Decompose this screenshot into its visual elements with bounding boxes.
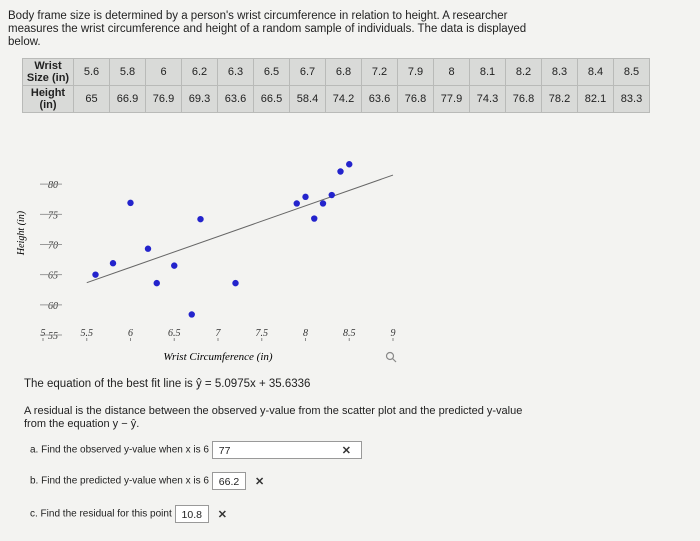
data-point — [329, 192, 335, 198]
question-b-label: b. Find the predicted y-value when x is 6 — [30, 475, 209, 487]
wrist-cell: 5.6 — [74, 59, 110, 86]
x-tick-label: 7.5 — [255, 328, 268, 339]
data-point — [110, 260, 116, 266]
question-c — [30, 505, 227, 523]
wrist-cell: 8.1 — [470, 59, 506, 86]
y-tick-label: 70 — [48, 240, 58, 252]
data-point — [311, 215, 317, 221]
data-point — [197, 216, 203, 222]
magnifier-icon[interactable] — [387, 353, 397, 363]
y-tick-label: 55 — [48, 331, 58, 342]
x-tick-label: 5 — [40, 328, 46, 339]
y-tick-label: 80 — [48, 180, 58, 192]
wrist-cell: 6 — [146, 59, 182, 86]
wrist-row — [23, 59, 650, 86]
height-cell: 66.5 — [254, 86, 290, 113]
close-icon[interactable]: ✕ — [341, 444, 351, 457]
answer-a-input[interactable]: 77 — [212, 441, 362, 459]
question-a — [30, 441, 354, 459]
question-a-label: a. Find the observed y-value when x is 6 — [30, 444, 209, 456]
question-c-label: c. Find the residual for this point — [30, 508, 172, 520]
wrist-cell: 6.8 — [326, 59, 362, 86]
data-point — [346, 161, 352, 167]
height-cell: 76.9 — [146, 86, 182, 113]
x-tick-label: 9 — [390, 328, 396, 339]
data-point — [337, 168, 343, 174]
y-tick-label: 75 — [48, 210, 58, 222]
height-cell: 76.8 — [398, 86, 434, 113]
wrist-cell: 8 — [434, 59, 470, 86]
height-cell: 58.4 — [290, 86, 326, 113]
y-tick-label: 60 — [48, 300, 58, 312]
height-cell: 82.1 — [578, 86, 614, 113]
height-cell: 74.3 — [470, 86, 506, 113]
data-points — [92, 161, 352, 318]
wrist-cell: 7.2 — [362, 59, 398, 86]
x-tick-label: 6 — [128, 328, 133, 339]
intro-text: Body frame size is determined by a person's wrist circumference in relation to height. A researcher measures the wrist circumference and height of a random sample of individuals. The data is displayed below. — [8, 10, 527, 48]
data-point — [189, 311, 195, 317]
x-tick-label: 5.5 — [80, 328, 93, 339]
equation-text: The equation of the best fit line is ŷ = 5.0975x + 35.6336 — [24, 378, 311, 390]
wrist-cell: 6.2 — [182, 59, 218, 86]
data-point — [294, 200, 300, 206]
data-point — [302, 194, 308, 200]
height-cell: 77.9 — [434, 86, 470, 113]
wrist-cell: 8.4 — [578, 59, 614, 86]
wrist-cell: 8.3 — [542, 59, 578, 86]
wrist-cell: 6.3 — [218, 59, 254, 86]
x-axis-label: Wrist Circumference (in) — [163, 351, 273, 363]
wrist-cell: 6.7 — [290, 59, 326, 86]
x-tick-label: 6.5 — [168, 328, 181, 339]
y-tick-label: 65 — [48, 270, 58, 282]
best-fit-line — [87, 175, 393, 283]
height-cell: 65 — [74, 86, 110, 113]
data-point — [127, 200, 133, 206]
height-cell: 69.3 — [182, 86, 218, 113]
data-table — [22, 58, 650, 113]
data-point — [232, 280, 238, 286]
row-label-wrist: Wrist Size (in) — [23, 59, 74, 86]
wrist-cell: 7.9 — [398, 59, 434, 86]
scatter-chart — [0, 140, 420, 375]
height-cell: 63.6 — [362, 86, 398, 113]
height-cell: 63.6 — [218, 86, 254, 113]
data-point — [154, 280, 160, 286]
answer-b-input[interactable]: 66.2 — [212, 472, 246, 490]
data-point — [145, 246, 151, 252]
close-icon[interactable]: ✕ — [217, 508, 227, 521]
x-tick-label: 7 — [215, 328, 221, 339]
data-point — [171, 262, 177, 268]
wrist-cell: 8.2 — [506, 59, 542, 86]
close-icon[interactable]: ✕ — [254, 475, 265, 488]
height-cell: 66.9 — [110, 86, 146, 113]
wrist-cell: 5.8 — [110, 59, 146, 86]
data-point — [92, 271, 98, 277]
axis-ticks — [40, 180, 396, 342]
height-cell: 74.2 — [326, 86, 362, 113]
x-tick-label: 8 — [303, 328, 308, 339]
row-label-height: Height (in) — [23, 86, 74, 113]
answer-c-input[interactable]: 10.8 — [175, 505, 209, 523]
residual-text: A residual is the distance between the observed y-value from the scatter plot and the predicted y-value from the equation y − ŷ. — [24, 405, 523, 430]
height-cell: 83.3 — [614, 86, 650, 113]
y-axis-label: Height (in) — [16, 210, 27, 256]
height-row — [23, 86, 650, 113]
wrist-cell: 6.5 — [254, 59, 290, 86]
height-cell: 78.2 — [542, 86, 578, 113]
x-tick-label: 8.5 — [343, 328, 356, 339]
data-point — [320, 200, 326, 206]
wrist-cell: 8.5 — [614, 59, 650, 86]
question-b — [30, 472, 264, 490]
height-cell: 76.8 — [506, 86, 542, 113]
